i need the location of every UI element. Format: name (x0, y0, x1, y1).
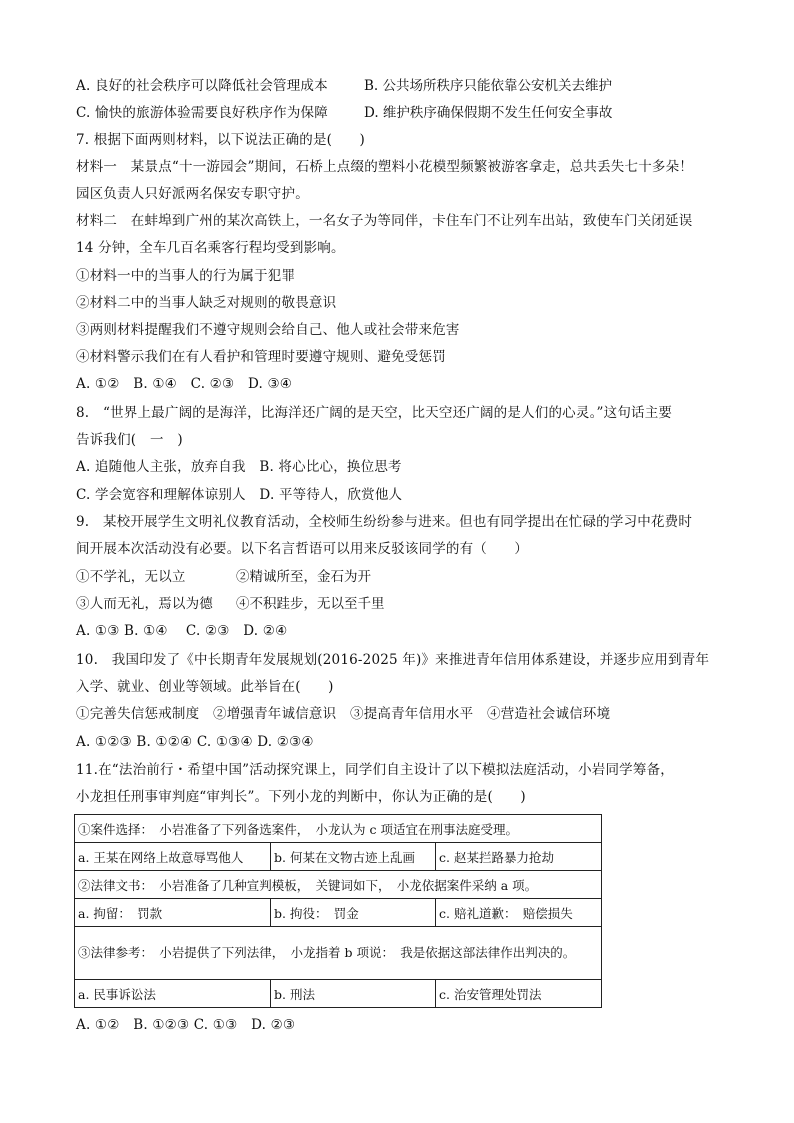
mock-court-table (74, 814, 602, 1008)
case-option-b: b. 何某在文物古迹上乱画 (271, 843, 436, 871)
q6-option-a: A. 良好的社会秩序可以降低社会管理成本 (76, 78, 328, 94)
document-option-a: a. 拘留： 罚款 (75, 899, 271, 927)
q9-options: A. ①③ B. ①④ C. ②③ D. ②④ (76, 623, 288, 639)
case-selection-cell: ①案件选择： 小岩准备了下列备选案件， 小龙认为 c 项适宜在刑事法庭受理。 (75, 815, 602, 843)
q7-options: A. ①② B. ①④ C. ②③ D. ③④ (76, 376, 293, 392)
q7-material-1: 材料一 某景点“十一游园会”期间，石桥上点缀的塑料小花模型频繁被游客拿走，总共丢失七十多朵！ (76, 159, 694, 175)
table-row (75, 815, 602, 843)
q6-option-b: B. 公共场所秩序只能依靠公安机关去维护 (364, 78, 613, 94)
q9-stem: 9. 某校开展学生文明礼仪教育活动，全校师生纷纷参与进来。但也有同学提出在忙碌的学习中花费时 (76, 514, 693, 530)
q10-statements: ①完善失信惩戒制度 ②增强青年诚信意识 ③提高青年信用水平 ④营造社会诚信环境 (76, 706, 611, 722)
q11-stem: 11.在“法治前行・希望中国”活动探究课上，同学们自主设计了以下模拟法庭活动，小岩同学筹备， (76, 762, 674, 778)
q7-statement-4: ④材料警示我们在有人看护和管理时要遵守规则、避免受惩罚 (76, 349, 446, 365)
document-option-c: c. 赔礼道歉： 赔偿损失 (436, 899, 602, 927)
table-row (75, 843, 602, 871)
q7-statement-1: ①材料一中的当事人的行为属于犯罪 (76, 268, 296, 284)
q6-option-c: C. 愉快的旅游体验需要良好秩序作为保障 (76, 105, 328, 121)
q8-stem-cont: 告诉我们( 一 ) (76, 432, 183, 448)
q9-stem-cont: 间开展本次活动没有必要。以下名言哲语可以用来反驳该同学的有（ ） (76, 541, 529, 557)
q10-stem: 10. 我国印发了《中长期青年发展规划(2016-2025 年)》来推进青年信用体系建设，并逐步应用到青年 (76, 652, 710, 668)
q10-stem-cont: 入学、就业、创业等领域。此举旨在( ) (76, 679, 334, 695)
law-option-b: b. 刑法 (271, 980, 436, 1008)
q7-statement-3: ③两则材料提醒我们不遵守规则会给自己、他人或社会带来危害 (76, 322, 460, 338)
law-option-a: a. 民事诉讼法 (75, 980, 271, 1008)
q7-material-2: 材料二 在蚌埠到广州的某次高铁上，一名女子为等同伴，卡住车门不让列车出站，致使车门关闭延误 (76, 213, 693, 229)
q9-statement-3: ③人而无礼，焉以为德 (76, 596, 213, 612)
q11-options: A. ①② B. ①②③ C. ①③ D. ②③ (76, 1017, 296, 1033)
document-option-b: b. 拘役： 罚金 (271, 899, 436, 927)
q8-options-ab: A. 追随他人主张，放弃自我 B. 将心比心，换位思考 (76, 459, 402, 475)
q8-stem: 8. “世界上最广阔的是海洋，比海洋还广阔的是天空，比天空还广阔的是人们的心灵。”这句话主要 (76, 405, 673, 421)
q7-statement-2: ②材料二中的当事人缺乏对规则的敬畏意识 (76, 295, 337, 311)
law-option-c: c. 治安管理处罚法 (436, 980, 602, 1008)
q11-stem-cont: 小龙担任刑事审判庭“审判长”。下列小龙的判断中，你认为正确的是( ) (76, 789, 526, 805)
q9-statement-2: ②精诚所至，金石为开 (236, 569, 371, 585)
q6-option-d: D. 维护秩序确保假期不发生任何安全事故 (364, 105, 613, 121)
q10-options: A. ①②③ B. ①②④ C. ①③④ D. ②③④ (76, 734, 314, 750)
q7-stem: 7. 根据下面两则材料，以下说法正确的是( ) (76, 132, 366, 148)
table-row (75, 980, 602, 1008)
case-option-a: a. 王某在网络上故意辱骂他人 (75, 843, 271, 871)
table-row (75, 927, 602, 980)
q9-statement-1: ①不学礼，无以立 (76, 569, 186, 585)
legal-reference-cell: ③法律参考： 小岩提供了下列法律， 小龙指着 b 项说： 我是依据这部法律作出判决的。 (75, 927, 602, 980)
case-option-c: c. 赵某拦路暴力抢劫 (436, 843, 602, 871)
q9-statement-4: ④不积跬步，无以至千里 (236, 596, 385, 612)
q7-material-1-cont: 园区负责人只好派两名保安专职守护。 (76, 186, 309, 202)
table-row (75, 899, 602, 927)
table-row (75, 871, 602, 899)
legal-document-cell: ②法律文书： 小岩准备了几种宣判模板， 关键词如下， 小龙依据案件采纳 a 项。 (75, 871, 602, 899)
q8-options-cd: C. 学会宽容和理解体谅别人 D. 平等待人，欣赏他人 (76, 487, 403, 503)
q7-material-2-cont: 14 分钟，全车几百名乘客行程均受到影响。 (76, 240, 345, 256)
